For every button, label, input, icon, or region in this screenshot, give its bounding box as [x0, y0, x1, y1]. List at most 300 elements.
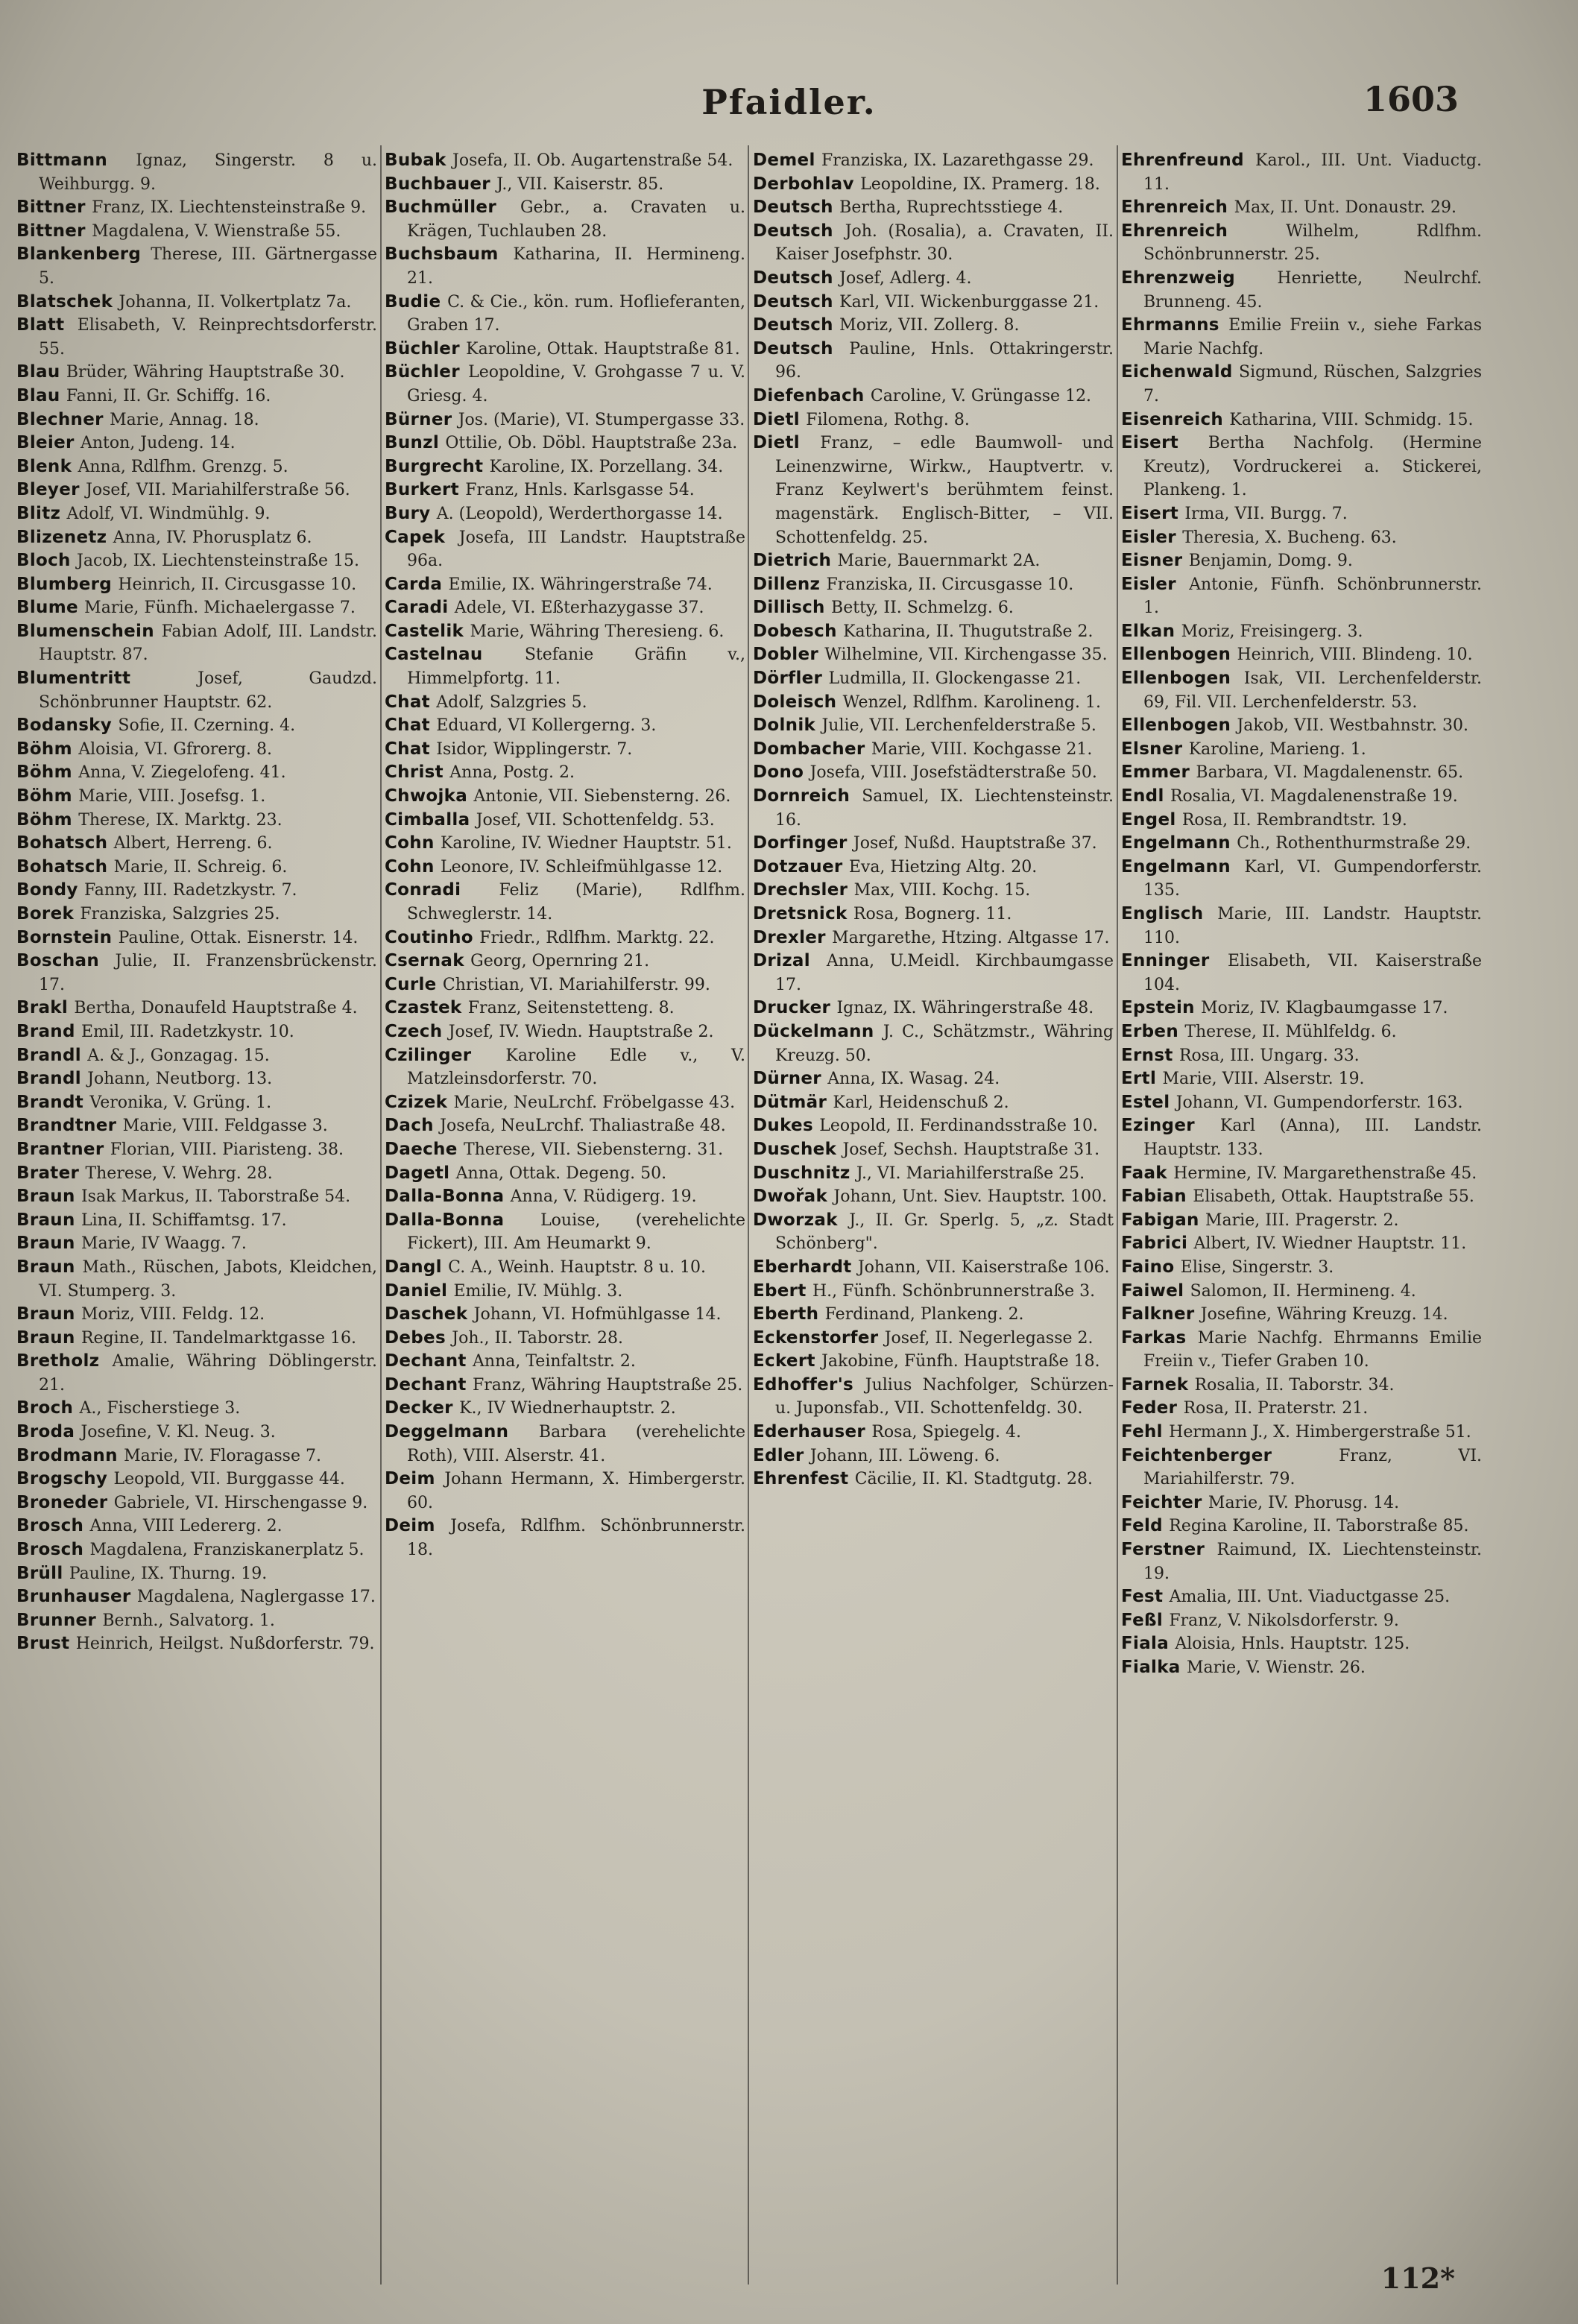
entry-name: Bornstein: [16, 927, 113, 947]
entry-details: Rosa, III. Ungarg. 33.: [1178, 1046, 1360, 1065]
entry-name: Ferstner: [1121, 1540, 1205, 1560]
directory-entry: [385, 432, 745, 455]
directory-entry: [753, 1185, 1114, 1209]
entry-name: Feder: [1121, 1398, 1178, 1418]
entry-name: Dach: [385, 1116, 434, 1136]
entry-name: Diefenbach: [753, 385, 865, 405]
directory-entry: [1121, 1515, 1482, 1538]
entry-name: Dukes: [753, 1116, 813, 1136]
directory-entry: [16, 149, 377, 196]
directory-entry: [1121, 1303, 1482, 1327]
entry-name: Ederhauser: [753, 1422, 866, 1442]
directory-entry: [1121, 1067, 1482, 1091]
entry-details: Math., Rüschen, Jabots, Kleidchen, VI. Stumperg. 3.: [39, 1257, 377, 1301]
entry-details: Raimund, IX. Liechtensteinstr. 19.: [1143, 1541, 1482, 1583]
entry-details: Karoline, Marieng. 1.: [1188, 739, 1366, 759]
entry-details: Elise, Singerstr. 3.: [1180, 1257, 1334, 1277]
directory-entry: [385, 1515, 745, 1562]
entry-name: Dangl: [385, 1257, 442, 1277]
directory-entry: [753, 1162, 1114, 1186]
entry-name: Daniel: [385, 1281, 448, 1301]
entry-details: Johann, VI. Gumpendorferstr. 163.: [1175, 1093, 1463, 1112]
entry-details: Regine, II. Tandelmarktgasse 16.: [81, 1328, 357, 1348]
directory-entry: [753, 1280, 1114, 1304]
directory-entry: [1121, 408, 1482, 432]
directory-entry: [1121, 620, 1482, 644]
directory-entry: [753, 1444, 1114, 1468]
entry-details: Therese, III. Gärtnergasse 5.: [39, 245, 377, 288]
entry-name: Dietl: [753, 433, 800, 453]
entry-name: Duschnitz: [753, 1163, 850, 1183]
entry-details: Moriz, VIII. Feldg. 12.: [81, 1305, 265, 1324]
directory-entry: [1121, 526, 1482, 550]
entry-name: Böhm: [16, 739, 72, 759]
directory-entry: [753, 1327, 1114, 1351]
directory-entry: [385, 1468, 745, 1515]
entry-details: Jakobine, Fünfh. Hauptstraße 18.: [821, 1352, 1100, 1371]
entry-name: Dörfler: [753, 669, 823, 689]
entry-name: Eckert: [753, 1351, 815, 1371]
directory-entry: [16, 1162, 377, 1186]
directory-entry: [385, 1185, 745, 1209]
entry-details: Marie, VIII. Kochgasse 21.: [871, 739, 1093, 759]
entry-name: Blitz: [16, 503, 61, 523]
entry-name: Eisler: [1121, 574, 1176, 594]
entry-details: Johann, Unt. Siev. Hauptstr. 100.: [833, 1187, 1108, 1207]
entry-details: Leopold, VII. Burggasse 44.: [113, 1470, 345, 1489]
entry-details: Josef, Adlerg. 4.: [839, 268, 972, 288]
entry-name: Brandl: [16, 1045, 81, 1065]
entry-details: Bertha, Ruprechtsstiege 4.: [839, 198, 1064, 218]
directory-entry: [385, 596, 745, 620]
entry-details: Marie, III. Landstr. Hauptstr. 110.: [1143, 905, 1482, 947]
directory-entry: [16, 479, 377, 502]
directory-entry: [385, 1209, 745, 1256]
entry-details: Jacob, IX. Liechtensteinstraße 15.: [77, 552, 359, 571]
directory-entry: [16, 1585, 377, 1609]
entry-details: Rosa, II. Praterstr. 21.: [1183, 1399, 1369, 1418]
entry-details: Marie, VIII. Josefsg. 1.: [78, 787, 266, 806]
entry-details: Rosa, Spiegelg. 4.: [871, 1423, 1021, 1442]
entry-details: Josefa, VIII. Josefstädterstraße 50.: [809, 763, 1097, 783]
entry-details: Marie, Annag. 18.: [110, 410, 259, 429]
entry-details: Louise, (verehelichte Fickert), III. Am Heumarkt 9.: [407, 1210, 745, 1254]
directory-entry: [16, 1609, 377, 1633]
directory-entry: [1121, 1232, 1482, 1256]
entry-name: Cohn: [385, 856, 435, 877]
entry-details: A. (Leopold), Werderthorgasse 14.: [436, 504, 723, 523]
directory-entry: [16, 667, 377, 714]
entry-name: Daschek: [385, 1304, 468, 1324]
entry-name: Ehrenreich: [1121, 198, 1228, 218]
entry-details: Franziska, II. Circusgasse 10.: [826, 575, 1074, 594]
entry-details: Anna, U.Meidl. Kirchbaumgasse 17.: [775, 952, 1114, 994]
entry-name: Bleier: [16, 433, 75, 453]
entry-details: Georg, Opernring 21.: [470, 952, 650, 971]
entry-name: Castelik: [385, 621, 464, 641]
directory-entry: [1121, 220, 1482, 267]
entry-details: Elisabeth, Ottak. Hauptstraße 55.: [1193, 1187, 1474, 1207]
entry-name: Englisch: [1121, 904, 1204, 923]
directory-entry: [16, 1020, 377, 1044]
directory-entry: [16, 1421, 377, 1444]
entry-name: Chat: [385, 716, 430, 736]
directory-entry: [385, 1280, 745, 1304]
entry-details: Marie, NeuLrchf. Fröbelgasse 43.: [453, 1093, 736, 1112]
entry-name: Brogschy: [16, 1469, 108, 1489]
entry-details: Marie, IV Waagg. 7.: [81, 1234, 247, 1254]
directory-entry: [16, 314, 377, 361]
entry-details: Aloisia, Hnls. Hauptstr. 125.: [1175, 1635, 1410, 1654]
directory-entry: [753, 714, 1114, 738]
directory-entry: [16, 1632, 377, 1656]
entry-name: Erben: [1121, 1021, 1178, 1041]
entry-name: Czastek: [385, 998, 462, 1018]
entry-name: Drizal: [753, 951, 810, 971]
directory-entry: [1121, 1256, 1482, 1280]
entry-name: Brantner: [16, 1139, 104, 1159]
entry-name: Feichter: [1121, 1492, 1202, 1512]
entry-name: Duschek: [753, 1139, 837, 1159]
entry-name: Endl: [1121, 786, 1164, 806]
directory-entry: [1121, 1609, 1482, 1633]
entry-name: Emmer: [1121, 762, 1190, 783]
entry-details: J. C., Schätzmstr., Währing Kreuzg. 50.: [775, 1022, 1114, 1065]
entry-name: Dürner: [753, 1069, 821, 1089]
entry-name: Blau: [16, 362, 60, 382]
directory-entry: [385, 243, 745, 290]
entry-name: Fabrici: [1121, 1234, 1188, 1254]
directory-entry: [753, 267, 1114, 291]
directory-entry: [753, 173, 1114, 197]
directory-entry: [16, 809, 377, 833]
entry-details: Anna, V. Rüdigerg. 19.: [510, 1187, 697, 1207]
entry-details: Moriz, VII. Zollerg. 8.: [839, 316, 1020, 335]
directory-entry: [385, 926, 745, 950]
directory-entry: [385, 1397, 745, 1421]
entry-name: Bleyer: [16, 480, 80, 500]
directory-entry: [753, 1303, 1114, 1327]
directory-entry: [753, 196, 1114, 220]
entry-details: Franziska, IX. Lazarethgasse 29.: [821, 151, 1094, 170]
entry-details: Leopoldine, V. Grohgasse 7 u. V. Griesg. 4.: [407, 363, 745, 405]
entry-name: Dworzak: [753, 1210, 838, 1230]
entry-name: Ehrmanns: [1121, 315, 1219, 335]
directory-entry: [1121, 573, 1482, 620]
entry-details: Marie, IV. Floragasse 7.: [124, 1446, 321, 1465]
entry-details: Julie, II. Franzensbrückenstr. 17.: [39, 952, 377, 994]
directory-entry: [753, 620, 1114, 644]
entry-details: Johann, VI. Hofmühlgasse 14.: [473, 1305, 722, 1324]
directory-entry: [16, 1350, 377, 1397]
entry-details: Therese, IX. Marktg. 23.: [78, 810, 283, 830]
entry-details: Veronika, V. Grüng. 1.: [89, 1093, 272, 1112]
directory-entry: [385, 1138, 745, 1162]
entry-details: Anna, Postg. 2.: [449, 763, 575, 783]
entry-name: Brodmann: [16, 1445, 118, 1465]
column-4: [1121, 149, 1482, 2266]
entry-name: Ezinger: [1121, 1116, 1195, 1136]
entry-details: Emilie, IV. Mühlg. 3.: [453, 1281, 623, 1301]
entry-details: Johann Hermann, X. Himbergerstr. 60.: [407, 1470, 745, 1512]
directory-entry: [1121, 1044, 1482, 1068]
entry-name: Ehrenfest: [753, 1469, 849, 1489]
entry-name: Ellenbogen: [1121, 645, 1231, 665]
entry-details: A., Fischerstiege 3.: [79, 1399, 241, 1418]
entry-name: Dalla-Bonna: [385, 1187, 505, 1207]
entry-name: Dillisch: [753, 598, 825, 618]
entry-details: Heinrich, Heilgst. Nußdorferstr. 79.: [75, 1635, 375, 1654]
entry-name: Buchbauer: [385, 174, 490, 194]
entry-name: Fest: [1121, 1587, 1164, 1607]
entry-name: Feichtenberger: [1121, 1445, 1272, 1465]
entry-details: Anna, Ottak. Degeng. 50.: [455, 1163, 667, 1183]
entry-name: Bubak: [385, 151, 446, 170]
directory-entry: [385, 714, 745, 738]
directory-entry: [16, 361, 377, 385]
entry-name: Dietl: [753, 409, 800, 429]
directory-entry: [16, 1044, 377, 1068]
directory-entry: [753, 1350, 1114, 1374]
entry-name: Budie: [385, 291, 441, 312]
entry-name: Bodansky: [16, 716, 113, 736]
entry-name: Fabian: [1121, 1187, 1187, 1207]
directory-entry: [385, 1374, 745, 1398]
directory-entry: [753, 1114, 1114, 1138]
entry-details: Karl, Heidenschuß 2.: [833, 1093, 1009, 1112]
column-2: [385, 149, 745, 2266]
entry-name: Bondy: [16, 880, 78, 900]
entry-details: Ignaz, IX. Währingerstraße 48.: [836, 999, 1094, 1018]
directory-entry: [385, 1327, 745, 1351]
entry-details: Betty, II. Schmelzg. 6.: [831, 599, 1014, 618]
entry-details: Emilie, IX. Währingerstraße 74.: [448, 575, 713, 594]
entry-name: Braun: [16, 1257, 75, 1277]
directory-entry: [1121, 196, 1482, 220]
entry-name: Blumentritt: [16, 669, 131, 689]
directory-entry: [385, 173, 745, 197]
entry-details: Franz, – edle Baumwoll- und Leinenzwirne, Wirkw., Hauptvertr. v. Franz Keylwert's berühmtem feinst. magenstärk. Englisch-Bitter, – VII. Schottenfeldg. 25.: [775, 434, 1114, 547]
entry-details: Josef, VII. Schottenfeldg. 53.: [476, 810, 715, 830]
entry-details: C. A., Weinh. Hauptstr. 8 u. 10.: [448, 1257, 707, 1277]
directory-entry: [1121, 1280, 1482, 1304]
entry-details: Franz, Hnls. Karlsgasse 54.: [465, 481, 695, 500]
directory-entry: [1121, 1114, 1482, 1161]
directory-entry: [16, 1091, 377, 1115]
entry-details: Johanna, II. Volkertplatz 7a.: [119, 292, 352, 312]
entry-details: Fabian Adolf, III. Landstr. Hauptstr. 87.: [39, 622, 377, 665]
entry-details: Caroline, V. Grüngasse 12.: [870, 386, 1092, 405]
entry-details: Johann, Neutborg. 13.: [87, 1070, 273, 1089]
entry-name: Dobler: [753, 645, 818, 665]
directory-entry: [1121, 432, 1482, 502]
entry-details: Barbara, VI. Magdalenenstr. 65.: [1196, 763, 1464, 783]
entry-name: Büchler: [385, 338, 460, 359]
entry-details: Regina Karoline, II. Taborstraße 85.: [1169, 1517, 1469, 1536]
entry-details: Bertha Nachfolg. (Hermine Kreutz), Vordruckerei a. Stickerei, Plankeng. 1.: [1143, 434, 1482, 500]
entry-name: Drexler: [753, 927, 826, 947]
entry-name: Blankenberg: [16, 244, 142, 265]
entry-details: Amalie, Währing Döblingerstr. 21.: [39, 1352, 377, 1395]
directory-entry: [1121, 1185, 1482, 1209]
directory-entry: [1121, 667, 1482, 714]
entry-details: Joh. (Rosalia), a. Cravaten, II. Kaiser Josefphstr. 30.: [775, 221, 1114, 265]
entry-details: J., II. Gr. Sperlg. 5, „z. Stadt Schönberg".: [775, 1210, 1114, 1254]
directory-entry: [1121, 1327, 1482, 1374]
entry-name: Bloch: [16, 551, 71, 571]
entry-details: Wilhelm, Rdlfhm. Schönbrunnerstr. 25.: [1143, 221, 1482, 265]
entry-details: Marie, VIII. Alserstr. 19.: [1162, 1070, 1365, 1089]
entry-name: Enninger: [1121, 951, 1210, 971]
entry-details: Benjamin, Domg. 9.: [1188, 552, 1353, 571]
directory-entry: [753, 1067, 1114, 1091]
entry-details: Anton, Judeng. 14.: [80, 434, 236, 453]
directory-entry: [385, 502, 745, 526]
directory-entry: [753, 573, 1114, 597]
entry-details: Cäcilie, II. Kl. Stadtgutg. 28.: [854, 1470, 1093, 1489]
entry-name: Eisner: [1121, 551, 1183, 571]
entry-name: Eisler: [1121, 527, 1176, 547]
entry-name: Broneder: [16, 1492, 108, 1512]
directory-entry: [753, 432, 1114, 549]
directory-entry: [753, 338, 1114, 385]
entry-details: Magdalena, Naglergasse 17.: [136, 1588, 376, 1607]
directory-entry: [16, 1114, 377, 1138]
directory-entry: [385, 832, 745, 856]
directory-entry: [753, 643, 1114, 667]
entry-name: Bunzl: [385, 433, 440, 453]
entry-name: Ertl: [1121, 1069, 1157, 1089]
entry-name: Engel: [1121, 809, 1176, 830]
entry-details: Franz, V. Nikolsdorferstr. 9.: [1169, 1611, 1399, 1630]
entry-details: Josef, IV. Wiedn. Hauptstraße 2.: [448, 1022, 714, 1041]
entry-details: Josefa, III Landstr. Hauptstraße 96a.: [407, 528, 745, 571]
entry-details: A. & J., Gonzagag. 15.: [87, 1046, 270, 1065]
entry-name: Edler: [753, 1445, 804, 1465]
entry-details: Antonie, Fünfh. Schönbrunnerstr. 1.: [1143, 575, 1482, 618]
entry-name: Dütmär: [753, 1092, 827, 1112]
entry-details: Leopold, II. Ferdinandsstraße 10.: [819, 1117, 1098, 1136]
entry-name: Dillenz: [753, 574, 821, 594]
entry-details: Elisabeth, V. Reinprechtsdorferstr. 55.: [39, 316, 377, 359]
entry-name: Feßl: [1121, 1610, 1164, 1630]
directory-entry: [385, 809, 745, 833]
directory-entry: [753, 1468, 1114, 1491]
directory-entry: [16, 832, 377, 856]
directory-entry: [385, 856, 745, 880]
entry-details: Rosalia, II. Taborstr. 34.: [1194, 1375, 1395, 1395]
entry-details: Pauline, Hnls. Ottakringerstr. 96.: [775, 339, 1114, 382]
directory-entry: [1121, 1374, 1482, 1398]
entry-details: Sofie, II. Czerning. 4.: [118, 716, 296, 736]
entry-details: K., IV Wiednerhauptstr. 2.: [459, 1399, 676, 1418]
entry-name: Faak: [1121, 1163, 1167, 1183]
entry-name: Daeche: [385, 1139, 458, 1159]
entry-name: Feld: [1121, 1516, 1163, 1536]
entry-name: Böhm: [16, 762, 72, 783]
entry-details: Moriz, Freisingerg. 3.: [1181, 622, 1363, 641]
directory-entry: [1121, 950, 1482, 997]
entry-name: Fialka: [1121, 1658, 1181, 1677]
entry-details: Josefa, NeuLrchf. Thaliastraße 48.: [440, 1117, 726, 1136]
directory-entry: [753, 761, 1114, 785]
directory-entry: [385, 1256, 745, 1280]
directory-entry: [1121, 1632, 1482, 1656]
entry-details: Stefanie Gräfin v., Himmelpfortg. 11.: [407, 645, 745, 689]
entry-details: Karoline, IX. Porzellang. 34.: [489, 457, 724, 476]
entry-name: Brosch: [16, 1540, 84, 1560]
entry-details: Anna, Rdlfhm. Grenzg. 5.: [78, 457, 288, 476]
directory-entry: [16, 761, 377, 785]
entry-details: Johann, VII. Kaiserstraße 106.: [857, 1257, 1110, 1277]
entry-details: Elisabeth, VII. Kaiserstraße 104.: [1143, 952, 1482, 994]
entry-name: Dwořak: [753, 1187, 828, 1207]
entry-name: Epstein: [1121, 998, 1195, 1018]
directory-entry: [385, 738, 745, 762]
entry-details: Franz, Währing Hauptstraße 25.: [473, 1375, 743, 1395]
entry-name: Deutsch: [753, 221, 833, 241]
directory-entry: [16, 1562, 377, 1586]
entry-name: Elkan: [1121, 621, 1175, 641]
entry-name: Braun: [16, 1304, 75, 1324]
entry-name: Brater: [16, 1163, 80, 1183]
entry-details: Albert, Herreng. 6.: [113, 834, 273, 853]
entry-details: Marie, IV. Phorusg. 14.: [1208, 1493, 1400, 1512]
entry-details: Anna, IV. Phorusplatz 6.: [113, 528, 312, 547]
entry-name: Burgrecht: [385, 456, 484, 476]
directory-entry: [385, 620, 745, 644]
entry-details: Josef, VII. Mariahilferstraße 56.: [86, 481, 350, 500]
entry-details: Katharina, VIII. Schmidg. 15.: [1229, 410, 1474, 429]
entry-name: Czilinger: [385, 1045, 472, 1065]
directory-columns: [16, 149, 1482, 2266]
entry-name: Derbohlav: [753, 174, 854, 194]
entry-name: Blatt: [16, 315, 65, 335]
entry-name: Cohn: [385, 833, 435, 853]
directory-entry: [1121, 1656, 1482, 1680]
directory-entry: [753, 856, 1114, 880]
directory-entry: [385, 573, 745, 597]
directory-entry: [1121, 761, 1482, 785]
directory-entry: [385, 479, 745, 502]
entry-details: Margarethe, Htzing. Altgasse 17.: [832, 928, 1110, 947]
entry-details: Franziska, Salzgries 25.: [80, 905, 280, 923]
directory-entry: [753, 314, 1114, 338]
entry-name: Blumberg: [16, 574, 113, 594]
entry-details: Franz, VI. Mariahilferstr. 79.: [1143, 1446, 1482, 1489]
entry-details: Karl, VI. Gumpendorferstr. 135.: [1143, 857, 1482, 900]
entry-details: Brüder, Währing Hauptstraße 30.: [66, 363, 345, 382]
entry-name: Büchler: [385, 362, 460, 382]
directory-entry: [753, 596, 1114, 620]
entry-name: Dorfinger: [753, 833, 848, 853]
entry-details: Bertha, Donaufeld Hauptstraße 4.: [74, 999, 358, 1018]
entry-details: C. & Cie., kön. rum. Hoflieferanten, Graben 17.: [407, 292, 745, 335]
entry-name: Dechant: [385, 1374, 467, 1395]
directory-entry: [385, 408, 745, 432]
directory-entry: [753, 903, 1114, 926]
directory-entry: [385, 643, 745, 690]
entry-name: Böhm: [16, 786, 72, 806]
entry-details: Therese, V. Wehrg. 28.: [85, 1163, 273, 1183]
entry-name: Blume: [16, 598, 78, 618]
entry-details: Joh., II. Taborstr. 28.: [452, 1328, 623, 1348]
entry-name: Chwojka: [385, 786, 468, 806]
entry-details: Hermine, IV. Margarethenstraße 45.: [1173, 1163, 1477, 1183]
directory-entry: [16, 243, 377, 290]
entry-details: Marie, II. Schreig. 6.: [113, 857, 288, 877]
entry-details: Irma, VII. Burgg. 7.: [1184, 504, 1348, 523]
